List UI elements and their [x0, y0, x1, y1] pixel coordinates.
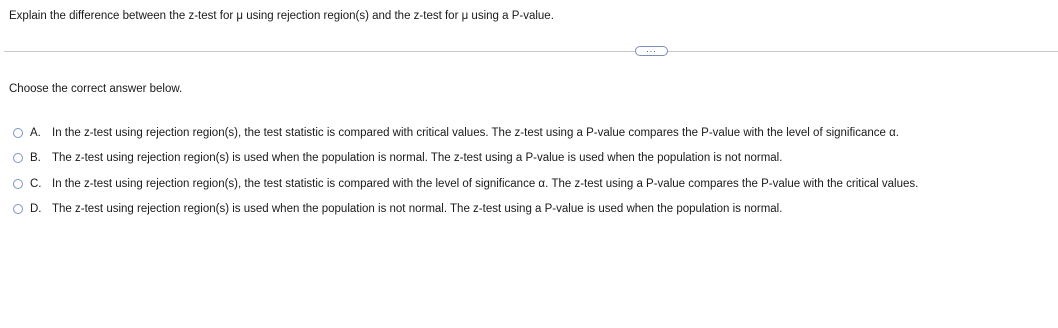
radio-icon[interactable]	[13, 179, 23, 189]
radio-icon[interactable]	[13, 153, 23, 163]
option-a[interactable]	[13, 120, 918, 146]
divider	[4, 51, 1058, 52]
radio-icon[interactable]	[13, 204, 23, 214]
radio-icon[interactable]	[13, 128, 23, 138]
option-text: In the z-test using rejection region(s), the test statistic is compared with critical values. The z-test using a P-value compares the P-value with the level of significance α.	[52, 126, 899, 139]
question-text: Explain the difference between the z-test for μ using rejection region(s) and the z-test for μ using a P-value.	[9, 10, 554, 22]
option-d[interactable]	[13, 197, 918, 223]
more-label: ...	[646, 44, 657, 54]
option-c[interactable]	[13, 171, 918, 197]
instruction-text: Choose the correct answer below.	[9, 83, 183, 95]
option-text: The z-test using rejection region(s) is used when the population is not normal. The z-test using a P-value is used when the population is normal.	[52, 203, 783, 216]
option-letter: C.	[30, 177, 42, 190]
option-letter: B.	[30, 152, 41, 165]
option-letter: D.	[30, 203, 42, 216]
option-letter: A.	[30, 126, 41, 139]
answer-options	[13, 120, 918, 222]
option-text: The z-test using rejection region(s) is used when the population is normal. The z-test using a P-value is used when the population is not normal.	[52, 152, 783, 165]
option-text: In the z-test using rejection region(s), the test statistic is compared with the level of significance α. The z-test using a P-value compares the P-value with the critical values.	[52, 177, 919, 190]
option-b[interactable]	[13, 146, 918, 172]
expand-more-button[interactable]	[635, 46, 668, 56]
